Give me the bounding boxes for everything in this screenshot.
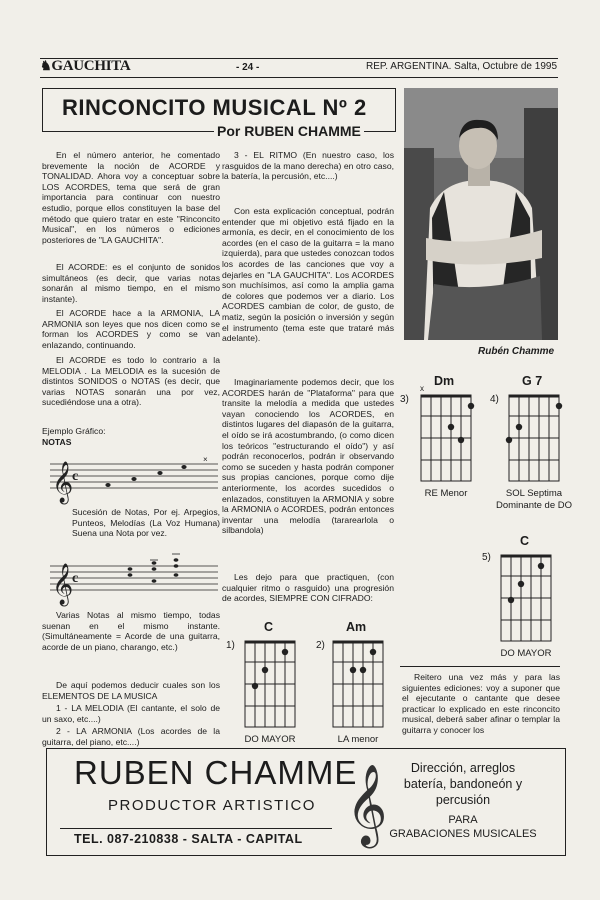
chord-1-name: C xyxy=(264,620,274,634)
chord-4-number: 4) xyxy=(490,394,499,405)
ad-grabaciones: GRABACIONES MUSICALES xyxy=(389,828,537,840)
chord-3-name: Dm xyxy=(434,374,455,388)
staff-chord xyxy=(48,552,220,608)
article-title: RINCONCITO MUSICAL Nº 2 xyxy=(62,95,367,120)
chord-diagram-am xyxy=(332,640,384,728)
ad-name: RUBEN CHAMME xyxy=(74,754,358,791)
notes-label: NOTAS xyxy=(42,437,72,447)
chord-1-number: 1) xyxy=(226,640,235,651)
gaucho-icon: ♞ xyxy=(40,58,52,73)
chord-diagram-g7 xyxy=(508,394,560,482)
svg-text:×: × xyxy=(203,455,208,464)
col2-p1: 3 - EL RITMO (En nuestro caso, los rasguidos de la mano derecha) en otro caso, la batería, la percusión, etc....) xyxy=(222,150,394,182)
staff-melody xyxy=(48,450,220,506)
svg-text:𝄞: 𝄞 xyxy=(52,564,74,605)
ad-para: PARA xyxy=(448,814,478,826)
issue-date: REP. ARGENTINA. Salta, Octubre de 1995 xyxy=(366,61,558,72)
svg-text:c: c xyxy=(72,469,79,484)
example-label: Ejemplo Gráfico: xyxy=(42,426,106,436)
chord-2-name: Am xyxy=(346,620,367,634)
list-item-melodia: 1 - LA MELODIA (El cantante, el solo de un saxo, etc....) xyxy=(42,703,220,724)
author-photo xyxy=(404,88,558,340)
notes-caption: Sucesión de Notas, Por ej. Arpegios, Punteos, Melodías (La Voz Humana) Suena una Nota por vez. xyxy=(72,507,220,539)
chord-4-caption: SOL Septima Dominante de DO xyxy=(495,488,573,511)
svg-text:𝄞: 𝄞 xyxy=(52,462,74,503)
chord-1-caption: DO MAYOR xyxy=(244,734,296,745)
chord-diagram-c-1 xyxy=(244,640,296,728)
treble-clef-icon xyxy=(346,760,388,845)
ad-services: Dirección, arreglos batería, bandoneón y percusión xyxy=(403,761,523,807)
col1-p4: El ACORDE es todo lo contrario a la MELODIA . La MELODIA es la sucesión de distintos SONIDOS o NOTAS (es decir, que varias NOTAS sonarán una por vez, sucediéndose una a otra). xyxy=(42,355,220,408)
chord-caption: Varias Notas al mismo tiempo, todas suenan en el mismo instante. (Simultáneamente = Acorde de una guitarra, acorde de un piano, charango, etc.) xyxy=(42,610,220,652)
magazine-logo: ♞GAUCHITA xyxy=(40,58,131,74)
col3-rule xyxy=(400,666,560,667)
header-rule-top xyxy=(40,58,558,59)
col1-p2: El ACORDE: es el conjunto de sonidos simultáneos (es decir, que varias notas sonarán al mismo tiempo, en el mismo instante). xyxy=(42,262,220,304)
col2-p4: Les dejo para que practiquen, (con cualquier ritmo o rasguido) una progresión de acordes, SIEMPRE CON CIFRADO: xyxy=(222,572,394,604)
col2-p3: Imaginariamente podemos decir, que los ACORDES harán de "Plataforma" para que transite la melodía a medida que ustedes vayan conociendo los ACORDES, en distintos lugares del diapasón de la guitarra, el oído se irá acostumbrando, (o como dicen los teóricos "estructurando el oído") y así podrán reconocerlos, podrán ir observando como se suceden y hasta podrán componer sus propias canciones, porque como dije anteriormente, los acordes sucedidos o enlazados, constituyen la ARMONIA y sobre la ARMONIA o ACORDES, podrán entonces inventar una melodía (tararearlola o silbandola) xyxy=(222,377,394,536)
chord-3-caption: RE Menor xyxy=(424,488,468,499)
header-rule-bottom xyxy=(40,77,558,78)
chord-4-name: G 7 xyxy=(522,374,543,388)
col1-p1: En el número anterior, he comentado brevemente la noción de ACORDE y TONALIDAD. Ahora voy a conceptuar sobre LOS ACORDES, tema que será de gran importancia para continuar con nuestro estudio, porque ellos constituyen la base del método que quiero tratar en este "Rinconcito Musical", en los números o ediciones posteriores de "LA GAUCHITA". xyxy=(42,150,220,245)
chord-diagram-c-5 xyxy=(500,554,552,642)
chord-3-number: 3) xyxy=(400,394,409,405)
col2-p2: Con esta explicación conceptual, podrán entender que mi objetivo está fijado en la armonía, es decir, en el conocimiento de los acordes (en el caso de la guitarra = la mano izquierda), para que ustedes conozcan todos los acordes de las canciones que voy a dejarles en "LA GAUCHITA". Los ACORDES son muchísimos, así como la amplia gama de colores que podemos ver a diario. Los ACORDES cambian de color, de gusto, de matiz, según la posición o inversión y según el instrumento (tema este que trataré más adelante). xyxy=(222,206,394,344)
ad-rule xyxy=(60,828,332,829)
col3-p1: Reitero una vez más y para las siguientes ediciones: voy a suponer que el ejecutante o cantante que desee practicar lo explicado en este rinconcito musical, deberá saber afinar o templar la guitarra y conocer los xyxy=(402,672,560,735)
chord-3-mute: x xyxy=(420,384,424,393)
chord-2-caption: LA menor xyxy=(337,734,379,745)
ad-title: PRODUCTOR ARTISTICO xyxy=(108,797,316,814)
page-number: - 24 - xyxy=(236,62,260,73)
chord-5-caption: DO MAYOR xyxy=(500,648,552,659)
chord-2-number: 2) xyxy=(316,640,325,651)
col1-p5: De aquí podemos deducir cuales son los ELEMENTOS DE LA MUSICA xyxy=(42,680,220,701)
svg-text:c: c xyxy=(72,571,79,586)
list-item-armonia: 2 - LA ARMONIA (Los acordes de la guitarra, del piano, etc....) xyxy=(42,726,220,747)
svg-text:𝄞: 𝄞 xyxy=(346,763,388,845)
chord-5-number: 5) xyxy=(482,552,491,563)
col1-p3: El ACORDE hace a la ARMONIA, LA ARMONIA son leyes que nos dicen como se forman los ACORDES y como se van enlazando, continuando. xyxy=(42,308,220,350)
chord-5-name: C xyxy=(520,534,530,548)
ad-telephone: TEL. 087-210838 - SALTA - CAPITAL xyxy=(74,832,303,846)
article-author: Por RUBEN CHAMME xyxy=(214,123,364,139)
chord-diagram-dm xyxy=(420,394,472,482)
photo-caption: Rubén Chamme xyxy=(478,346,555,357)
